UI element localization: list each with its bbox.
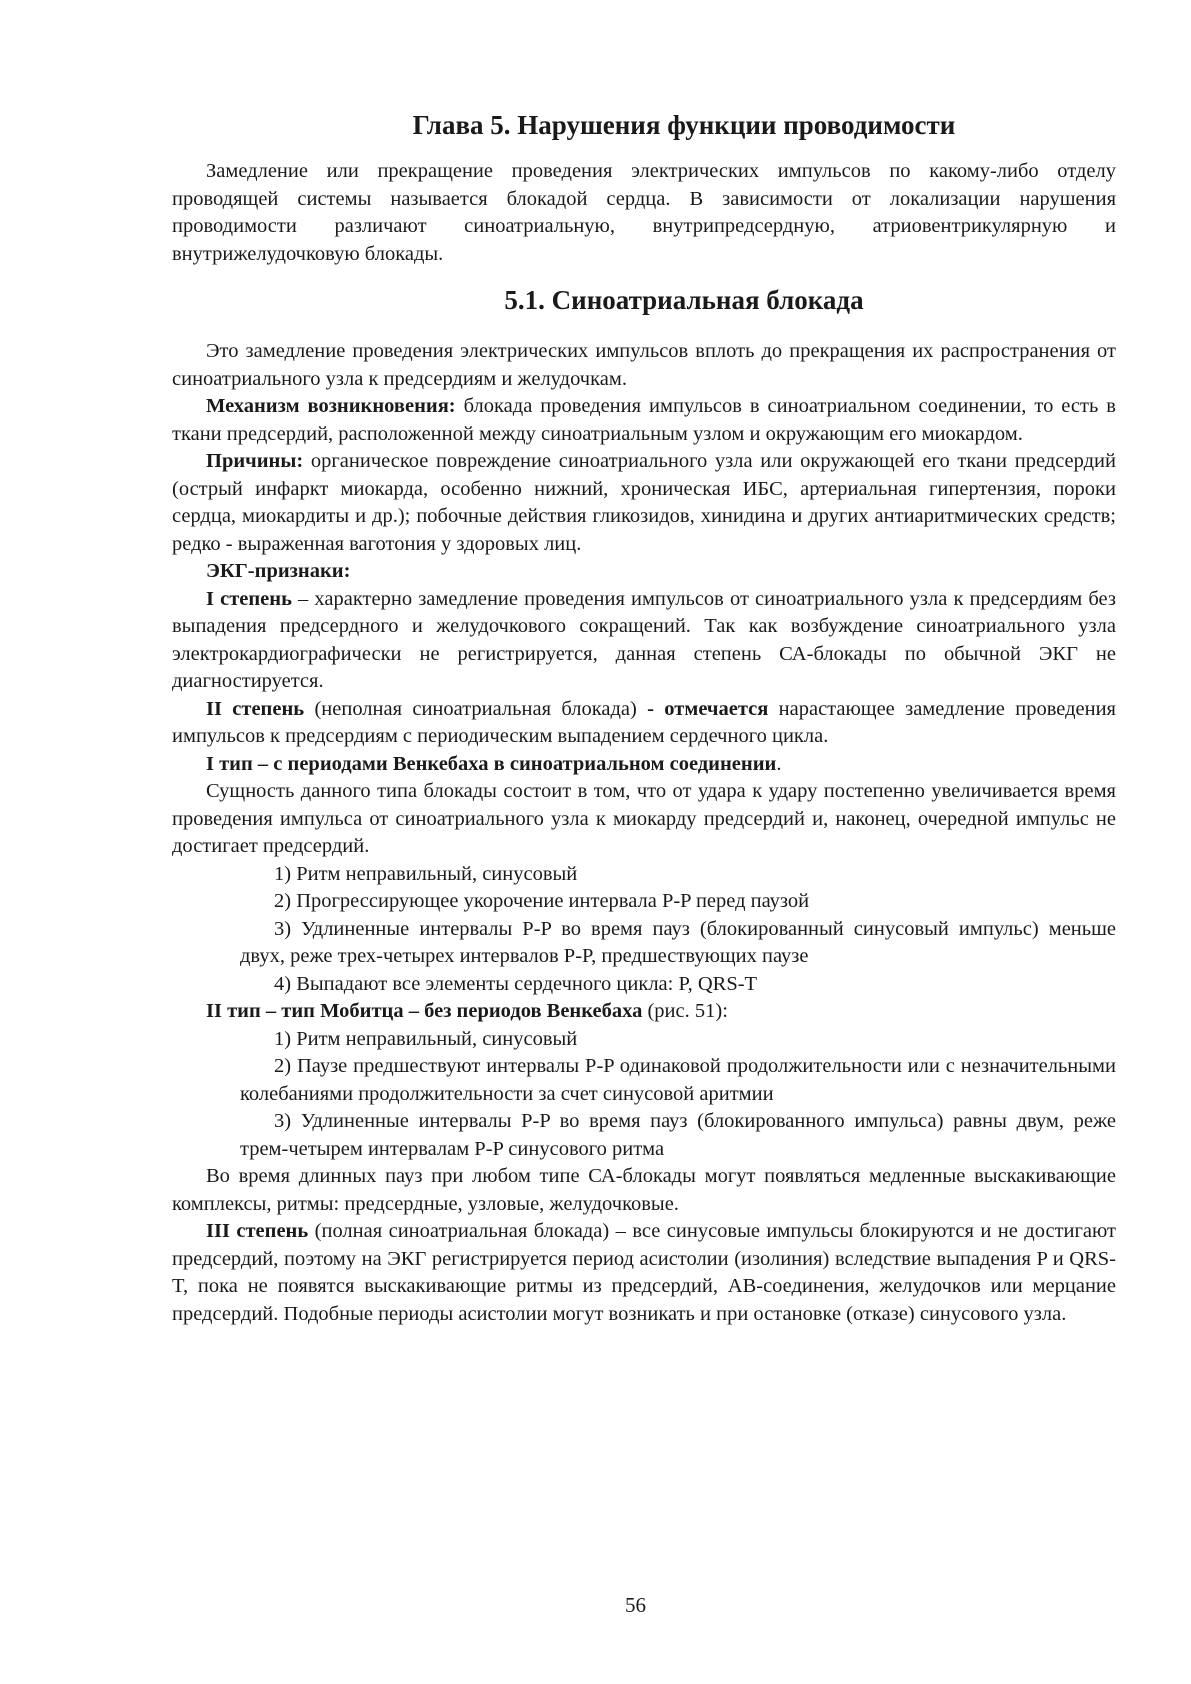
page-number: 56 xyxy=(625,1593,646,1617)
causes-label: Причины: xyxy=(206,450,304,472)
type2-heading-end: (рис. 51): xyxy=(642,1000,728,1022)
chapter-title: Глава 5. Нарушения функции проводимости xyxy=(412,110,956,140)
degree2-paragraph xyxy=(172,696,1116,751)
section-title: 5.1. Синоатриальная блокада xyxy=(504,285,864,315)
degree2-text-bold: - отмечается xyxy=(636,697,769,720)
type2-criteria-list xyxy=(172,1026,1116,1164)
degree1-label: I степень xyxy=(206,587,292,610)
page-content xyxy=(172,108,1116,1328)
definition-paragraph: Это замедление проведения электрических импульсов вплоть до прекращения их распространения от синоатриального узла к предсердиям и желудочкам. xyxy=(172,340,1116,390)
degree1-paragraph xyxy=(172,586,1116,696)
degree2-text-normal: (неполная синоатриальная блокада) xyxy=(304,697,637,720)
causes-paragraph xyxy=(172,448,1116,558)
escape-paragraph: Во время длинных пауз при любом типе СА-блокады могут появляться медленные выскакивающие комплексы, ритмы: предсердные, узловые, желудочковые. xyxy=(172,1165,1116,1215)
mechanism-label: Механизм возникновения: xyxy=(206,395,456,417)
ecg-signs-label: ЭКГ-признаки: xyxy=(206,560,351,582)
type1-heading xyxy=(172,751,1116,779)
list-item: 1) Ритм неправильный, синусовый xyxy=(274,1027,578,1050)
degree3-label: III степень xyxy=(206,1220,309,1242)
causes-text: органическое повреждение синоатриального узла или окружающей его ткани предсердий (острый инфаркт миокарда, особенно нижний, хроническая ИБС, артериальная гипертензия, пороки сердца, миокардиты и др.); побочные действия гликозидов, хинидина и других антиаритмических средств; редко - выраженная ваготония у здоровых лиц. xyxy=(172,450,1116,555)
type2-heading xyxy=(172,998,1116,1026)
list-item: 1) Ритм неправильный, синусовый xyxy=(274,862,578,885)
list-item: 2) Паузе предшествуют интервалы P-P одинаковой продолжительности или с незначительными колебаниями продолжительности за счет синусовой аритмии xyxy=(240,1055,1116,1105)
degree2-text-rest: нарастающее замедление проведения импульсов к предсердиям с периодическим выпадением сердечного цикла. xyxy=(172,697,1116,747)
ecg-signs-heading xyxy=(172,558,1116,586)
intro-paragraph: Замедление или прекращение проведения электрических импульсов по какому-либо отделу проводящей системы называется блокадой сердца. В зависимости от локализации нарушения проводимости различают синоатриальную, внутрипредсердную, атриовентрикулярную и внутрижелудочковую блокады. xyxy=(172,160,1116,265)
degree3-text: (полная синоатриальная блокада) – все синусовые импульсы блокируются и не достигают предсердий, поэтому на ЭКГ регистрируется период асистолии (изолиния) вследствие выпадения P и QRS-T, пока не появятся выскакивающие ритмы из предсердий, АВ-соединения, желудочков или мерцание предсердий. Подобные периоды асистолии могут возникать и при остановке (отказе) синусового узла. xyxy=(172,1220,1117,1325)
list-item: 4) Выпадают все элементы сердечного цикла: P, QRS-T xyxy=(274,972,758,995)
type2-heading-label: II тип – тип Мобитца – без периодов Венкебаха xyxy=(206,1000,643,1022)
list-item: 3) Удлиненные интервалы P-P во время пауз (блокированного импульса) равны двум, реже трем-четырем интервалам P-P синусового ритма xyxy=(240,1110,1116,1160)
degree2-label: II степень xyxy=(206,697,305,720)
type1-criteria-list xyxy=(172,861,1116,999)
mechanism-text: блокада проведения импульсов в синоатриальном соединении, то есть в ткани предсердий, расположенной между синоатриальным узлом и окружающим его миокардом. xyxy=(172,395,1116,445)
degree3-paragraph xyxy=(172,1218,1116,1328)
type1-paragraph: Сущность данного типа блокады состоит в том, что от удара к удару постепенно увеличивается время проведения импульса от синоатриального узла к миокарду предсердий и, наконец, очередной импульс не достигает предсердий. xyxy=(172,780,1116,857)
type1-heading-end: . xyxy=(776,752,782,775)
list-item: 2) Прогрессирующее укорочение интервала P-P перед паузой xyxy=(274,890,810,912)
degree1-text: – характерно замедление проведения импульсов от синоатриального узла к предсердиям без выпадения предсердного и желудочкового сокращений. Так как возбуждение синоатриального узла электрокардиографически не регистрируется, данная степень СА-блокады по обычной ЭКГ не диагностируется. xyxy=(172,587,1116,692)
mechanism-paragraph xyxy=(172,393,1116,448)
type1-heading-label: I тип – с периодами Венкебаха в синоатриальном соединении xyxy=(206,752,777,775)
list-item: 3) Удлиненные интервалы P-P во время пауз (блокированный синусовый импульс) меньше двух, реже трех-четырех интервалов P-P, предшествующих паузе xyxy=(240,917,1116,967)
